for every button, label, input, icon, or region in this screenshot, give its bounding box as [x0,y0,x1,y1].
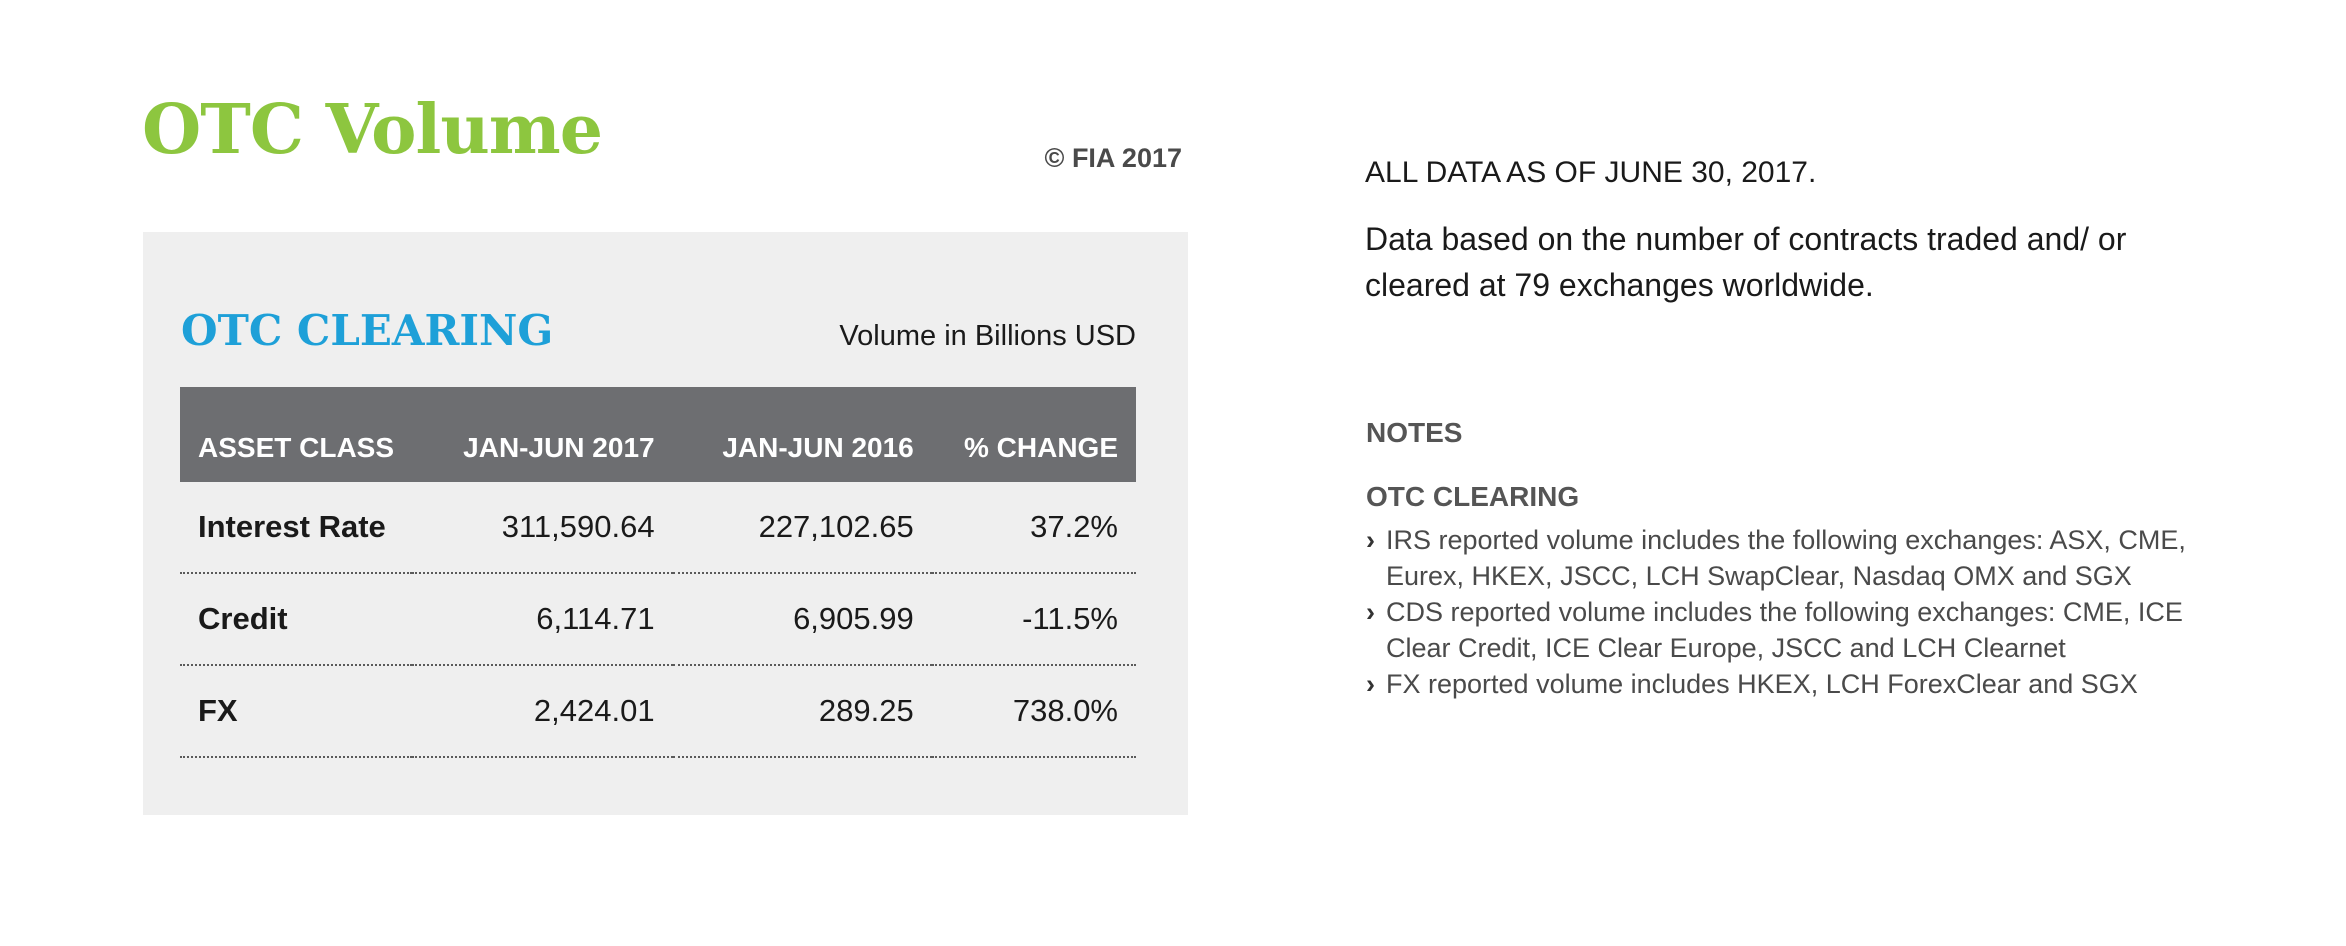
copyright-notice: © FIA 2017 [1044,143,1182,173]
data-as-of-note: ALL DATA AS OF JUNE 30, 2017. [1365,156,1817,189]
chevron-right-icon: › [1366,597,1375,627]
notes-heading: NOTES [1366,417,1463,448]
cell-jan-jun-2017: 311,590.64 [412,482,673,573]
row-label: Interest Rate [180,482,412,573]
list-item [1366,594,2186,666]
chevron-right-icon: › [1366,669,1375,699]
notes-list [1366,522,2186,702]
cell-jan-jun-2017: 6,114.71 [412,573,673,665]
chevron-right-icon: › [1366,525,1375,555]
cell-jan-jun-2016: 6,905.99 [673,573,932,665]
table-row [180,665,1136,757]
column-header-asset-class: ASSET CLASS [180,387,412,482]
otc-clearing-table [180,387,1136,758]
table-header-row [180,387,1136,482]
page-title: OTC Volume [142,90,602,170]
list-item [1366,666,2186,702]
column-header-jan-jun-2016: JAN-JUN 2016 [673,387,932,482]
column-header-jan-jun-2017: JAN-JUN 2017 [412,387,673,482]
notes-subheading: OTC CLEARING [1366,481,1580,512]
cell-pct-change: 738.0% [932,665,1136,757]
row-label: FX [180,665,412,757]
cell-jan-jun-2016: 289.25 [673,665,932,757]
row-label: Credit [180,573,412,665]
otc-clearing-panel [143,232,1188,815]
list-item [1366,522,2186,594]
table-row [180,573,1136,665]
cell-pct-change: -11.5% [932,573,1136,665]
data-description: Data based on the number of contracts traded and/ or cleared at 79 exchanges worldwide. [1365,221,2127,303]
table-row [180,482,1136,573]
note-text: FX reported volume includes HKEX, LCH ForexClear and SGX [1386,669,2138,699]
cell-jan-jun-2016: 227,102.65 [673,482,932,573]
note-text: CDS reported volume includes the following exchanges: CME, ICE Clear Credit, ICE Clear Europe, JSCC and LCH Clearnet [1386,597,2183,663]
cell-pct-change: 37.2% [932,482,1136,573]
note-text: IRS reported volume includes the following exchanges: ASX, CME, Eurex, HKEX, JSCC, LCH SwapClear, Nasdaq OMX and SGX [1386,525,2186,591]
units-note: Volume in Billions USD [839,320,1136,352]
section-title: OTC CLEARING [181,306,554,355]
column-header-pct-change: % CHANGE [932,387,1136,482]
cell-jan-jun-2017: 2,424.01 [412,665,673,757]
